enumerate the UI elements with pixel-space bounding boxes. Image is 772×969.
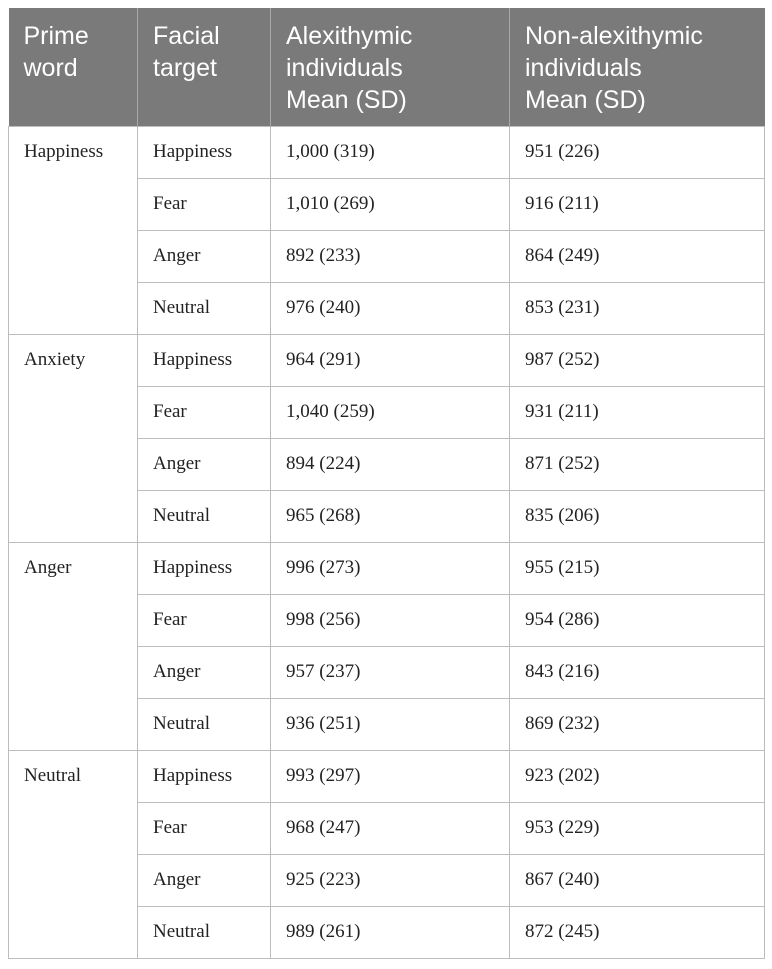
non-alexithymic-mean-cell: 923 (202) <box>510 750 765 802</box>
non-alexithymic-mean-cell: 864 (249) <box>510 230 765 282</box>
non-alexithymic-mean-cell: 916 (211) <box>510 178 765 230</box>
facial-target-cell: Happiness <box>138 750 271 802</box>
header-line: Prime <box>23 22 89 50</box>
non-alexithymic-mean-cell: 987 (252) <box>510 334 765 386</box>
non-alexithymic-mean-cell: 951 (226) <box>510 126 765 178</box>
header-alexithymic <box>271 8 510 126</box>
facial-target-cell: Neutral <box>138 282 271 334</box>
header-line: word <box>23 54 78 82</box>
header-line: Facial <box>153 22 220 50</box>
table-row <box>9 750 765 802</box>
alexithymic-mean-cell: 976 (240) <box>271 282 510 334</box>
header-line: individuals <box>525 54 642 82</box>
header-line: target <box>153 54 217 82</box>
table-body <box>9 126 765 958</box>
header-line: individuals <box>286 54 403 82</box>
header-non-alexithymic <box>510 8 765 126</box>
alexithymic-mean-cell: 1,010 (269) <box>271 178 510 230</box>
facial-target-cell: Anger <box>138 854 271 906</box>
facial-target-cell: Neutral <box>138 490 271 542</box>
facial-target-cell: Fear <box>138 802 271 854</box>
header-prime-word <box>9 8 138 126</box>
non-alexithymic-mean-cell: 955 (215) <box>510 542 765 594</box>
non-alexithymic-mean-cell: 835 (206) <box>510 490 765 542</box>
prime-word-cell: Neutral <box>9 750 138 958</box>
facial-target-cell: Neutral <box>138 698 271 750</box>
alexithymic-mean-cell: 1,040 (259) <box>271 386 510 438</box>
alexithymic-mean-cell: 989 (261) <box>271 906 510 958</box>
non-alexithymic-mean-cell: 953 (229) <box>510 802 765 854</box>
header-row <box>9 8 765 126</box>
table-row <box>9 334 765 386</box>
header-line: Mean (SD) <box>525 86 646 114</box>
facial-target-cell: Anger <box>138 438 271 490</box>
non-alexithymic-mean-cell: 931 (211) <box>510 386 765 438</box>
non-alexithymic-mean-cell: 869 (232) <box>510 698 765 750</box>
facial-target-cell: Fear <box>138 594 271 646</box>
facial-target-cell: Anger <box>138 230 271 282</box>
non-alexithymic-mean-cell: 867 (240) <box>510 854 765 906</box>
facial-target-cell: Fear <box>138 386 271 438</box>
facial-target-cell: Happiness <box>138 334 271 386</box>
alexithymic-mean-cell: 993 (297) <box>271 750 510 802</box>
alexithymic-mean-cell: 936 (251) <box>271 698 510 750</box>
results-table <box>8 8 765 959</box>
alexithymic-mean-cell: 1,000 (319) <box>271 126 510 178</box>
alexithymic-mean-cell: 968 (247) <box>271 802 510 854</box>
alexithymic-mean-cell: 998 (256) <box>271 594 510 646</box>
facial-target-cell: Fear <box>138 178 271 230</box>
alexithymic-mean-cell: 925 (223) <box>271 854 510 906</box>
non-alexithymic-mean-cell: 843 (216) <box>510 646 765 698</box>
prime-word-cell: Happiness <box>9 126 138 334</box>
alexithymic-mean-cell: 964 (291) <box>271 334 510 386</box>
alexithymic-mean-cell: 892 (233) <box>271 230 510 282</box>
header-line: Non-alexithymic <box>525 22 703 50</box>
table-row <box>9 126 765 178</box>
facial-target-cell: Anger <box>138 646 271 698</box>
non-alexithymic-mean-cell: 872 (245) <box>510 906 765 958</box>
non-alexithymic-mean-cell: 871 (252) <box>510 438 765 490</box>
non-alexithymic-mean-cell: 954 (286) <box>510 594 765 646</box>
facial-target-cell: Happiness <box>138 542 271 594</box>
header-line: Alexithymic <box>286 22 413 50</box>
facial-target-cell: Neutral <box>138 906 271 958</box>
alexithymic-mean-cell: 996 (273) <box>271 542 510 594</box>
non-alexithymic-mean-cell: 853 (231) <box>510 282 765 334</box>
table-header <box>9 8 765 126</box>
header-facial-target <box>138 8 271 126</box>
prime-word-cell: Anger <box>9 542 138 750</box>
alexithymic-mean-cell: 965 (268) <box>271 490 510 542</box>
alexithymic-mean-cell: 894 (224) <box>271 438 510 490</box>
facial-target-cell: Happiness <box>138 126 271 178</box>
prime-word-cell: Anxiety <box>9 334 138 542</box>
alexithymic-mean-cell: 957 (237) <box>271 646 510 698</box>
header-line: Mean (SD) <box>286 86 407 114</box>
table-row <box>9 542 765 594</box>
